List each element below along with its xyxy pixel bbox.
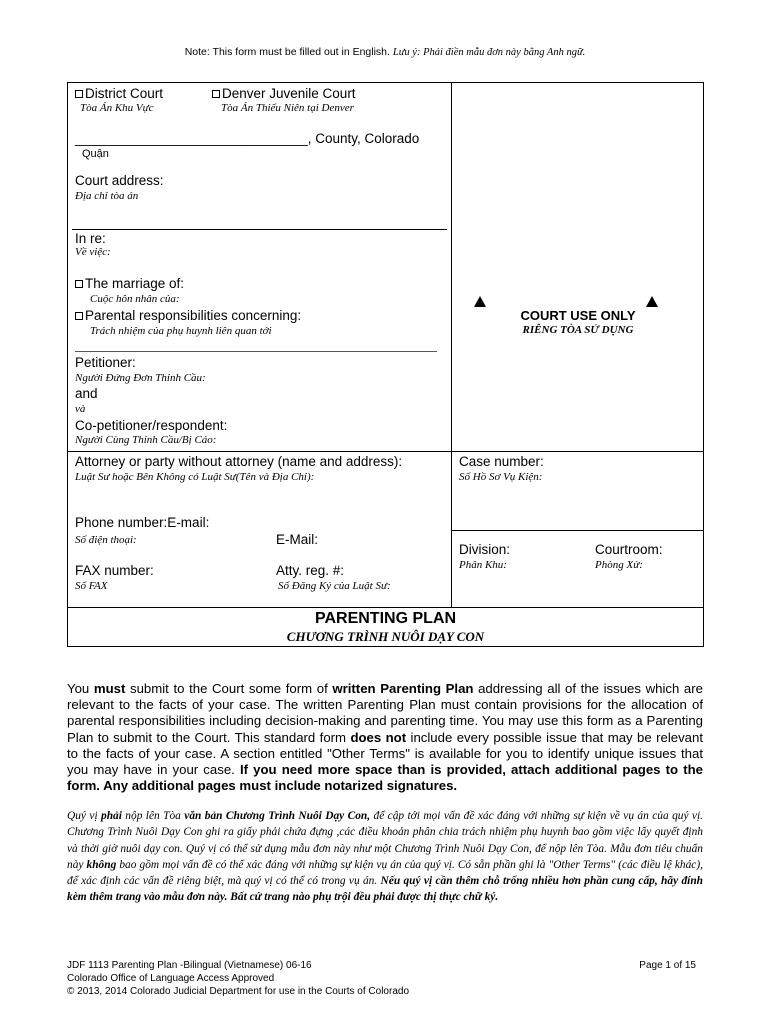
note-vi: Lưu ý: Phải điền mẫu đơn này bằng Anh ngữ.	[392, 47, 586, 58]
petitioner-label: Petitioner:	[75, 355, 136, 370]
approval-note: Colorado Office of Language Access Approved	[67, 973, 275, 984]
instructions-vi: Quý vị phải nộp lên Tòa văn bản Chương Trình Nuôi Dạy Con, để cập tới mọi vấn đề xác đáng với những sự kiện về vụ án của quý vị. Chương Trình Nuôi Dạy Con ghi ra giấy phải chứa đựng ,các điều khoản phân chia trách nhiệm phụ huynh bao gồm việc lấy quyết định và thời giờ nuôi dạy con. Quý vị có thể sử dụng mẫu đơn này như một Chương Trình Nuôi Dạy Con, để nộp lên Tòa. Mẫu đơn tiêu chuẩn này không bao gồm mọi vấn đề có thể xác đáng với những sự kiện vụ án của quý vị. Có sẵn phần ghi là "Other Terms" (các điều lệ khác), để xác định các vấn đề riêng biệt, mà quý vị có thể có trong vụ án. Nếu quý vị cần thêm chỗ trống nhiều hơn phần cung cấp, hãy đính kèm thêm trang vào mẫu đơn này. Bất cứ trang nào phụ trội đều phải được thị thực chữ ký.	[67, 810, 703, 904]
parental-checkbox[interactable]: Parental responsibilities concerning:	[75, 308, 301, 323]
arrow-up-icon	[646, 296, 658, 307]
note-en: Note: This form must be filled out in English.	[184, 46, 390, 58]
copetitioner-label: Co-petitioner/respondent:	[75, 418, 228, 433]
page-title: PARENTING PLAN	[314, 610, 457, 627]
courtroom-vi: Phòng Xử:	[595, 559, 643, 571]
page-number: Page 1 of 15	[639, 960, 696, 971]
attorney-vi: Luật Sư hoặc Bên Không có Luật Sư(Tên và Địa Chỉ):	[75, 471, 315, 483]
case-number-vi: Số Hồ Sơ Vụ Kiện:	[459, 471, 543, 483]
copetitioner-vi: Người Cùng Thỉnh Cầu/Bị Cáo:	[75, 434, 217, 446]
district-court-checkbox[interactable]: District Court	[75, 86, 163, 101]
juvenile-court-checkbox[interactable]: Denver Juvenile Court	[212, 86, 356, 101]
atty-reg-vi: Số Đăng Ký của Luật Sư:	[278, 580, 391, 592]
checkbox-icon[interactable]	[75, 312, 83, 320]
and-label: and	[75, 386, 98, 401]
checkbox-icon[interactable]	[212, 90, 220, 98]
language-note	[0, 46, 770, 58]
in-re-label: In re:	[75, 231, 106, 246]
court-use-only-label: COURT USE ONLY	[520, 308, 636, 323]
attorney-label: Attorney or party without attorney (name and address):	[75, 454, 403, 469]
courtroom-label: Courtroom:	[595, 542, 663, 557]
and-vi: và	[75, 403, 86, 415]
in-re-vi: Về việc:	[75, 246, 111, 258]
checkbox-icon[interactable]	[75, 90, 83, 98]
district-court-vi: Tòa Án Khu Vực	[80, 102, 154, 114]
court-address-label: Court address:	[75, 173, 164, 188]
atty-reg-label: Atty. reg. #:	[276, 563, 345, 578]
court-use-only-vi: RIÊNG TÒA SỬ DỤNG	[522, 324, 634, 336]
page-title-vi: CHƯƠNG TRÌNH NUÔI DẠY CON	[286, 629, 485, 644]
caption-divider	[451, 82, 452, 607]
form-id: JDF 1113 Parenting Plan -Bilingual (Vietnamese) 06-16	[67, 960, 312, 971]
divider	[75, 351, 437, 352]
court-address-vi: Địa chỉ tòa án	[75, 190, 139, 202]
email-label: E-Mail:	[276, 532, 319, 547]
division-label: Division:	[459, 542, 511, 557]
divider	[67, 607, 704, 608]
arrow-up-icon	[474, 296, 486, 307]
petitioner-vi: Người Đứng Đơn Thỉnh Cầu:	[75, 372, 206, 384]
phone-vi: Số điện thoại:	[75, 534, 137, 546]
checkbox-icon[interactable]	[75, 280, 83, 288]
case-number-label: Case number:	[459, 454, 544, 469]
division-vi: Phân Khu:	[459, 559, 507, 571]
divider	[72, 229, 447, 230]
instructions-en: You must submit to the Court some form of written Parenting Plan addressing all of the issues which are relevant to the facts of your case. The written Parenting Plan must contain provisions for the allocation of parental responsibilities including decision-making and parenting time. You may use this form as a Parenting Plan to submit to the Court. This standard form does not include every possible issue that may be relevant to the facts of your case. A section entitled "Other Terms" is available for you to identify unique issues that you may have in your case. If you need more space than is provided, attach additional pages to the form. Any additional pages must include notarized signatures.	[67, 681, 704, 794]
fax-label: FAX number:	[75, 563, 154, 578]
parental-vi: Trách nhiệm của phụ huynh liên quan tới	[90, 325, 272, 337]
copyright: © 2013, 2014 Colorado Judicial Department for use in the Courts of Colorado	[67, 986, 410, 997]
phone-label: Phone number:E-mail:	[75, 515, 210, 530]
fax-vi: Số FAX	[75, 580, 108, 592]
county-vi: Quận	[82, 148, 109, 160]
marriage-checkbox[interactable]: The marriage of:	[75, 276, 184, 291]
county-line[interactable]: _______________________________, County, Colorado	[75, 131, 420, 146]
divider	[67, 451, 704, 452]
county-blank[interactable]: _______________________________	[75, 131, 308, 146]
marriage-vi: Cuộc hôn nhân của:	[90, 293, 180, 305]
juvenile-court-vi: Tòa Án Thiếu Niên tại Denver	[221, 102, 354, 114]
divider	[452, 530, 704, 531]
